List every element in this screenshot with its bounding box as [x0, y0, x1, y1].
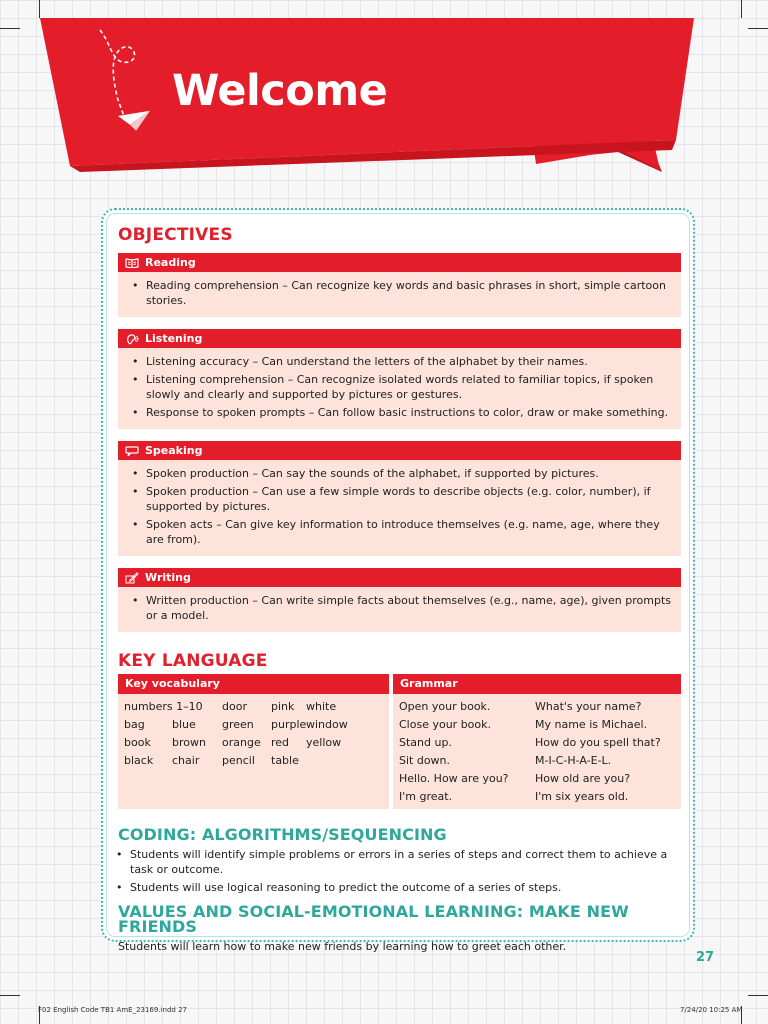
vocabulary-grid	[124, 699, 383, 768]
list-item: • Listening comprehension – Can recognize isolated words related to familiar topics, if spoken slowly and clearly and supported by pictures or gestures.	[138, 372, 673, 402]
list-item: • Students will use logical reasoning to predict the outcome of a series of steps.	[122, 880, 681, 895]
skill-label: Listening	[145, 332, 203, 345]
welcome-banner	[0, 0, 768, 190]
vocab-word: red	[271, 736, 290, 749]
list-item: • Listening accuracy – Can understand the letters of the alphabet by their names.	[138, 354, 673, 369]
skill-body	[118, 587, 681, 632]
values-section	[118, 904, 681, 954]
speech-bubble-icon	[125, 445, 139, 457]
skill-bar-reading	[118, 253, 681, 272]
grammar-phrase: Sit down.	[399, 754, 451, 767]
vocab-word: book	[124, 736, 151, 749]
grammar-column	[393, 674, 681, 809]
values-heading: VALUES AND SOCIAL-EMOTIONAL LEARNING: MAKE NEW FRIENDS	[118, 902, 629, 936]
skill-listening	[118, 329, 681, 429]
grammar-phrase: My name is Michael.	[535, 718, 648, 731]
slug-date: 7/24/20 10:25 AM	[680, 1006, 743, 1014]
grammar-phrase: I'm great.	[399, 790, 453, 803]
list-item: • Students will identify simple problems or errors in a series of steps and correct them to achieve a task or outcome.	[122, 847, 681, 877]
skill-bar-writing	[118, 568, 681, 587]
skill-label: Reading	[145, 256, 196, 269]
vocab-word: chair	[172, 754, 200, 767]
vocab-word: blue	[172, 718, 196, 731]
grammar-grid	[399, 699, 675, 804]
slug-file-info: F02 English Code TB1 AmE_23169.indd 27	[38, 1006, 187, 1014]
crop-mark	[748, 995, 768, 996]
skill-bar-listening	[118, 329, 681, 348]
list-item: • Written production – Can write simple facts about themselves (e.g., name, age), given prompts or a model.	[138, 593, 673, 623]
vocab-word: yellow	[306, 736, 342, 749]
vocab-word: window	[306, 718, 348, 731]
skill-label: Speaking	[145, 444, 203, 457]
skill-body	[118, 272, 681, 317]
grammar-phrase: Hello. How are you?	[399, 772, 509, 785]
skill-reading	[118, 253, 681, 317]
book-icon	[125, 257, 139, 268]
vocab-word: pink	[271, 700, 295, 713]
vocab-word: numbers 1–10	[124, 700, 203, 713]
key-language-heading: KEY LANGUAGE	[118, 651, 268, 671]
skill-bar-speaking	[118, 441, 681, 460]
values-text: Students will learn how to make new friends by learning how to greet each other.	[118, 940, 567, 953]
list-item: • Spoken production – Can use a few simple words to describe objects (e.g. color, number), if supported by pictures.	[138, 484, 673, 514]
skill-body	[118, 460, 681, 556]
vocab-word: bag	[124, 718, 145, 731]
vocab-word: door	[222, 700, 247, 713]
crop-mark	[0, 995, 20, 996]
grammar-phrase: How old are you?	[535, 772, 631, 785]
vocabulary-column	[118, 674, 389, 809]
list-item: • Response to spoken prompts – Can follow basic instructions to color, draw or make something.	[138, 405, 673, 420]
skill-writing	[118, 568, 681, 632]
coding-heading: CODING: ALGORITHMS/SEQUENCING	[118, 825, 447, 844]
grammar-phrase: How do you spell that?	[535, 736, 661, 749]
vocab-word: pencil	[222, 754, 255, 767]
vocab-word: brown	[172, 736, 206, 749]
skill-speaking	[118, 441, 681, 556]
grammar-heading: Grammar	[393, 674, 681, 694]
list-item: • Spoken acts – Can give key information to introduce themselves (e.g. name, age, where they are from).	[138, 517, 673, 547]
page-number: 27	[696, 950, 715, 965]
vocabulary-heading: Key vocabulary	[118, 674, 389, 694]
pencil-icon	[125, 572, 139, 584]
vocab-word: table	[271, 754, 299, 767]
list-item: • Reading comprehension – Can recognize key words and basic phrases in short, simple cartoon stories.	[138, 278, 673, 308]
content	[118, 224, 681, 954]
vocab-word: purple	[271, 718, 307, 731]
grammar-phrase: Stand up.	[399, 736, 452, 749]
page-title: Welcome	[172, 66, 388, 116]
vocab-word: green	[222, 718, 254, 731]
skill-label: Writing	[145, 571, 191, 584]
skill-body	[118, 348, 681, 429]
ear-icon	[125, 333, 139, 345]
vocab-word: black	[124, 754, 154, 767]
grammar-phrase: I'm six years old.	[535, 790, 629, 803]
grammar-phrase: What's your name?	[535, 700, 642, 713]
grammar-phrase: Open your book.	[399, 700, 491, 713]
grammar-phrase: M-I-C-H-A-E-L.	[535, 754, 612, 767]
coding-section	[118, 827, 681, 895]
grammar-phrase: Close your book.	[399, 718, 492, 731]
vocab-word: white	[306, 700, 337, 713]
vocab-word: orange	[222, 736, 261, 749]
objectives-heading: OBJECTIVES	[118, 225, 233, 245]
key-language-table	[118, 674, 681, 809]
list-item: • Spoken production – Can say the sounds of the alphabet, if supported by pictures.	[138, 466, 673, 481]
